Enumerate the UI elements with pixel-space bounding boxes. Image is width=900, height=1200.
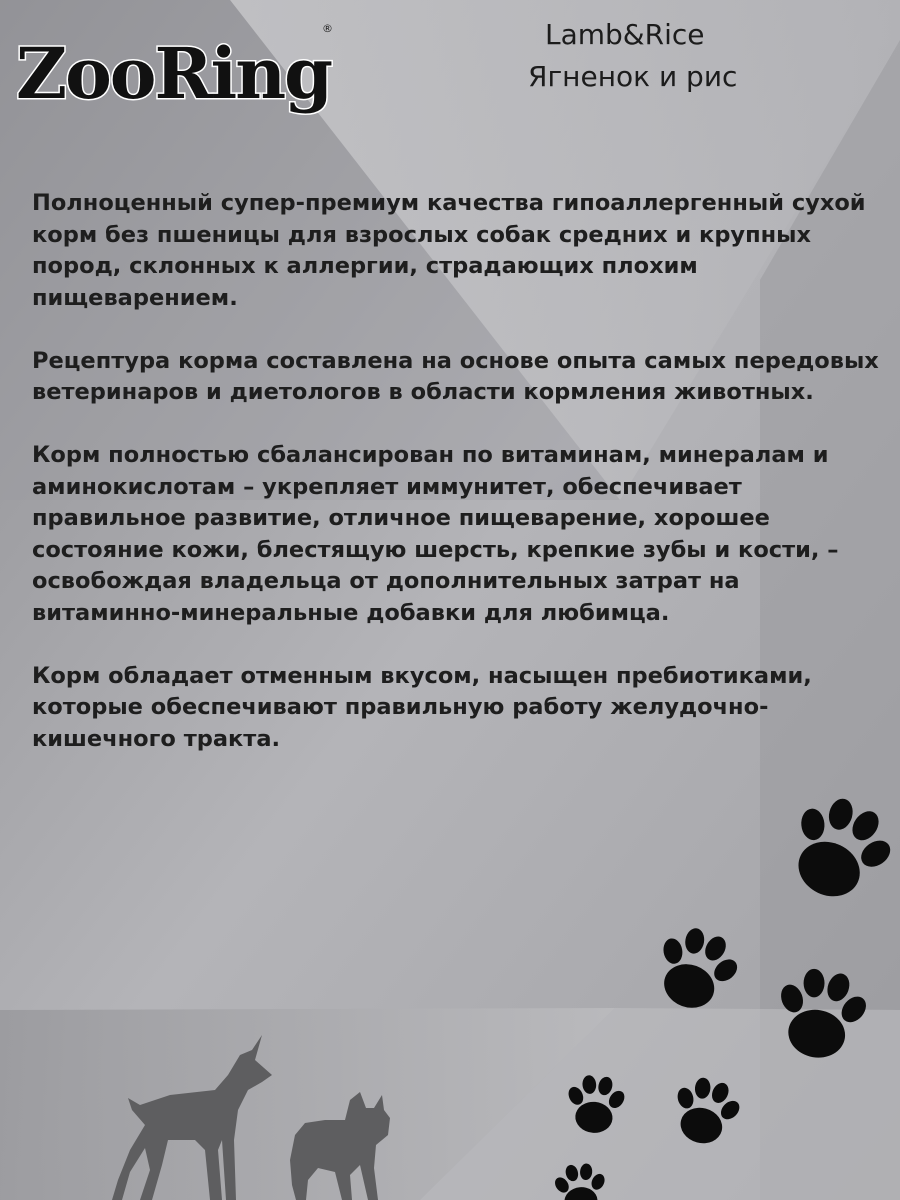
logo-text: ZooRing bbox=[16, 32, 332, 115]
description-paragraph: Полноценный супер-премиум качества гипоаллергенный сухой корм без пшеницы для взрослых собак средних и крупных пород, склонных к аллергии, страдающих плохим пищеварением. bbox=[32, 190, 866, 311]
flavor-english: Lamb&Rice bbox=[545, 18, 705, 51]
description-paragraph: Корм обладает отменным вкусом, насыщен пребиотиками, которые обеспечивают правильную работу желудочно-кишечного тракта. bbox=[32, 662, 812, 752]
brand-logo bbox=[14, 6, 334, 116]
description-paragraph: Корм полностью сбалансирован по витаминам, минералам и аминокислотам – укрепляет иммунитет, обеспечивает правильное развитие, отличное пищеварение, хорошее состояние кожи, блестящую шерсть, крепкие зубы и кости, – освобождая владельца от дополнительных затрат на витаминно-минеральные добавки для любимца. bbox=[32, 442, 839, 626]
description-paragraph: Рецептура корма составлена на основе опыта самых передовых ветеринаров и диетологов в области кормления животных. bbox=[32, 347, 879, 405]
registered-mark: ® bbox=[322, 22, 333, 35]
product-description bbox=[32, 188, 882, 787]
flavor-russian: Ягненок и рис bbox=[528, 60, 738, 93]
